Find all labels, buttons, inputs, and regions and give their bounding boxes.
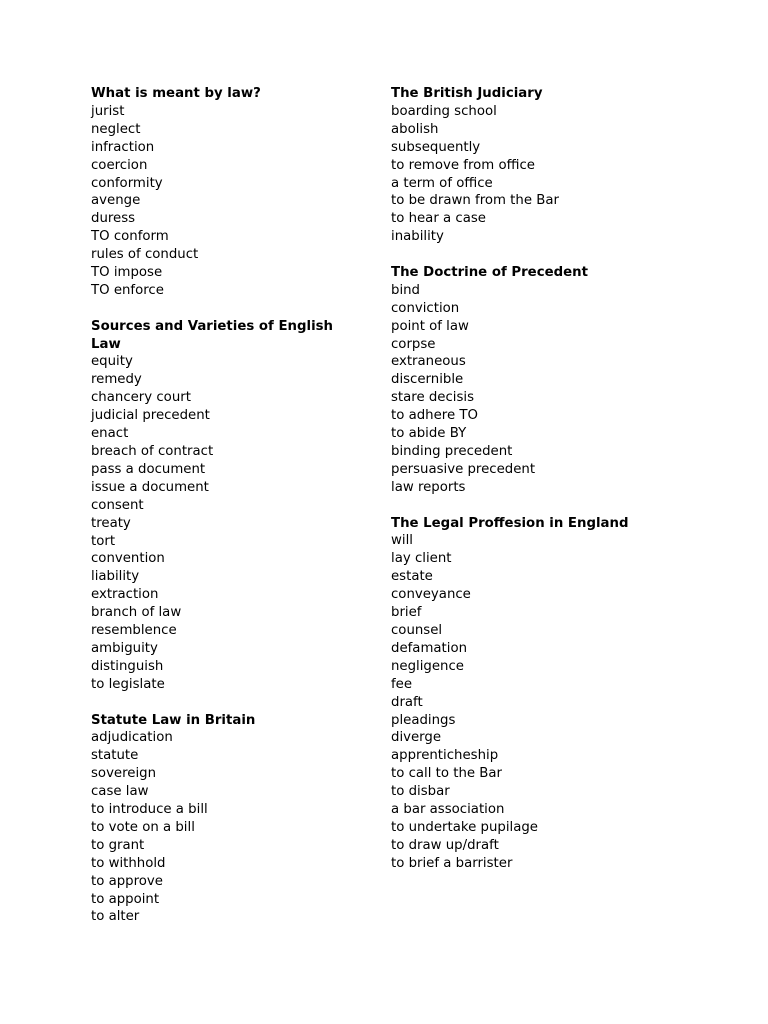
vocab-term: abolish: [391, 121, 439, 137]
left-column: [91, 85, 363, 944]
section-heading: Statute Law in Britain: [91, 712, 256, 728]
vocab-term: rules of conduct: [91, 247, 199, 263]
vocab-term: boarding school: [391, 103, 497, 119]
vocab-term: to vote on a bill: [91, 819, 195, 835]
vocab-term: neglect: [91, 121, 141, 137]
vocab-term: defamation: [391, 640, 468, 656]
vocab-term: binding precedent: [391, 444, 513, 460]
vocab-term: treaty: [91, 515, 131, 531]
vocab-term: to introduce a bill: [91, 802, 208, 818]
vocab-term: tort: [91, 533, 116, 549]
vocab-term: to undertake pupilage: [391, 819, 538, 835]
vocab-section-the-doctrine-of-precedent: [391, 264, 721, 497]
vocab-term: chancery court: [91, 390, 191, 406]
vocab-term: conformity: [91, 175, 163, 191]
right-column: [391, 85, 721, 890]
vocab-term: fee: [391, 676, 413, 692]
vocab-term: draft: [391, 694, 423, 710]
vocab-term: conviction: [391, 300, 460, 316]
vocab-term: to appoint: [91, 891, 160, 907]
vocab-term: sovereign: [91, 766, 157, 782]
vocab-term: jurist: [91, 103, 125, 119]
vocab-term: lay client: [391, 551, 452, 567]
vocab-term: to grant: [91, 837, 145, 853]
vocab-term: will: [391, 533, 413, 549]
vocab-section-the-british-judiciary: [391, 85, 721, 246]
section-heading: What is meant by law?: [91, 86, 261, 101]
vocab-term: coercion: [91, 157, 148, 173]
vocab-term: law reports: [391, 479, 466, 495]
vocab-term: liability: [91, 569, 140, 585]
vocab-term: equity: [91, 354, 133, 370]
vocab-term: a bar association: [391, 802, 505, 818]
vocab-term: ambiguity: [91, 640, 158, 656]
section-heading: The British Judiciary: [391, 86, 543, 101]
section-heading: The Legal Proffesion in England: [391, 515, 629, 531]
vocab-term: to abide BY: [391, 426, 467, 442]
vocab-section-what-is-meant-by-law: [91, 85, 363, 300]
term-list: [391, 103, 721, 246]
vocab-term: conveyance: [391, 587, 471, 603]
vocab-term: estate: [391, 569, 433, 585]
vocab-term: to alter: [91, 909, 140, 925]
term-list: [91, 353, 363, 693]
vocab-term: consent: [91, 497, 144, 513]
vocab-term: case law: [91, 784, 149, 800]
section-heading: Sources and Varieties of English Law: [91, 318, 334, 352]
vocab-term: infraction: [91, 139, 155, 155]
vocab-term: to draw up/draft: [391, 837, 499, 853]
vocab-term: subsequently: [391, 139, 481, 155]
vocab-term: to hear a case: [391, 211, 486, 227]
vocab-term: remedy: [91, 372, 142, 388]
term-list: [91, 729, 363, 926]
vocab-term: to disbar: [391, 784, 450, 800]
vocab-term: TO impose: [91, 265, 163, 281]
vocab-term: to legislate: [91, 676, 165, 692]
vocab-term: a term of office: [391, 175, 493, 191]
vocab-term: duress: [91, 211, 136, 227]
vocab-term: stare decisis: [391, 390, 475, 406]
term-list: [391, 282, 721, 497]
vocab-term: to remove from office: [391, 157, 535, 173]
vocab-term: persuasive precedent: [391, 461, 536, 477]
vocab-term: statute: [91, 748, 139, 764]
vocab-term: to be drawn from the Bar: [391, 193, 559, 209]
vocab-section-the-legal-proffesion-in-england: [391, 515, 721, 873]
vocab-term: discernible: [391, 372, 464, 388]
vocab-section-statute-law-in-britain: [91, 712, 363, 927]
vocab-term: diverge: [391, 730, 442, 746]
vocab-term: pass a document: [91, 461, 206, 477]
vocab-term: to approve: [91, 873, 163, 889]
vocab-term: to brief a barrister: [391, 855, 513, 871]
vocab-term: counsel: [391, 622, 443, 638]
term-list: [91, 103, 363, 300]
vocab-term: bind: [391, 282, 421, 298]
vocab-term: judicial precedent: [91, 408, 210, 424]
vocab-term: adjudication: [91, 730, 173, 746]
vocab-section-sources-and-varieties-of-english-law: [91, 318, 363, 694]
vocab-term: enact: [91, 426, 129, 442]
vocab-term: inability: [391, 229, 444, 245]
vocab-term: pleadings: [391, 712, 456, 728]
vocab-term: convention: [91, 551, 165, 567]
vocab-term: issue a document: [91, 479, 209, 495]
vocab-term: extraneous: [391, 354, 466, 370]
vocab-term: corpse: [391, 336, 436, 352]
vocab-term: extraction: [91, 587, 159, 603]
vocab-term: branch of law: [91, 605, 182, 621]
vocab-term: resemblence: [91, 623, 177, 639]
vocab-term: negligence: [391, 658, 464, 674]
vocab-term: to call to the Bar: [391, 766, 503, 782]
vocab-term: avenge: [91, 193, 141, 209]
term-list: [391, 532, 721, 872]
vocab-term: apprenticheship: [391, 748, 499, 764]
vocab-term: TO enforce: [91, 282, 164, 298]
vocab-term: point of law: [391, 318, 469, 334]
vocab-term: distinguish: [91, 658, 164, 674]
vocab-term: to adhere TO: [391, 408, 478, 424]
vocab-term: breach of contract: [91, 444, 214, 460]
vocab-term: TO conform: [91, 229, 169, 245]
section-heading: The Doctrine of Precedent: [391, 264, 588, 280]
vocab-term: brief: [391, 605, 422, 621]
vocab-term: to withhold: [91, 855, 166, 871]
